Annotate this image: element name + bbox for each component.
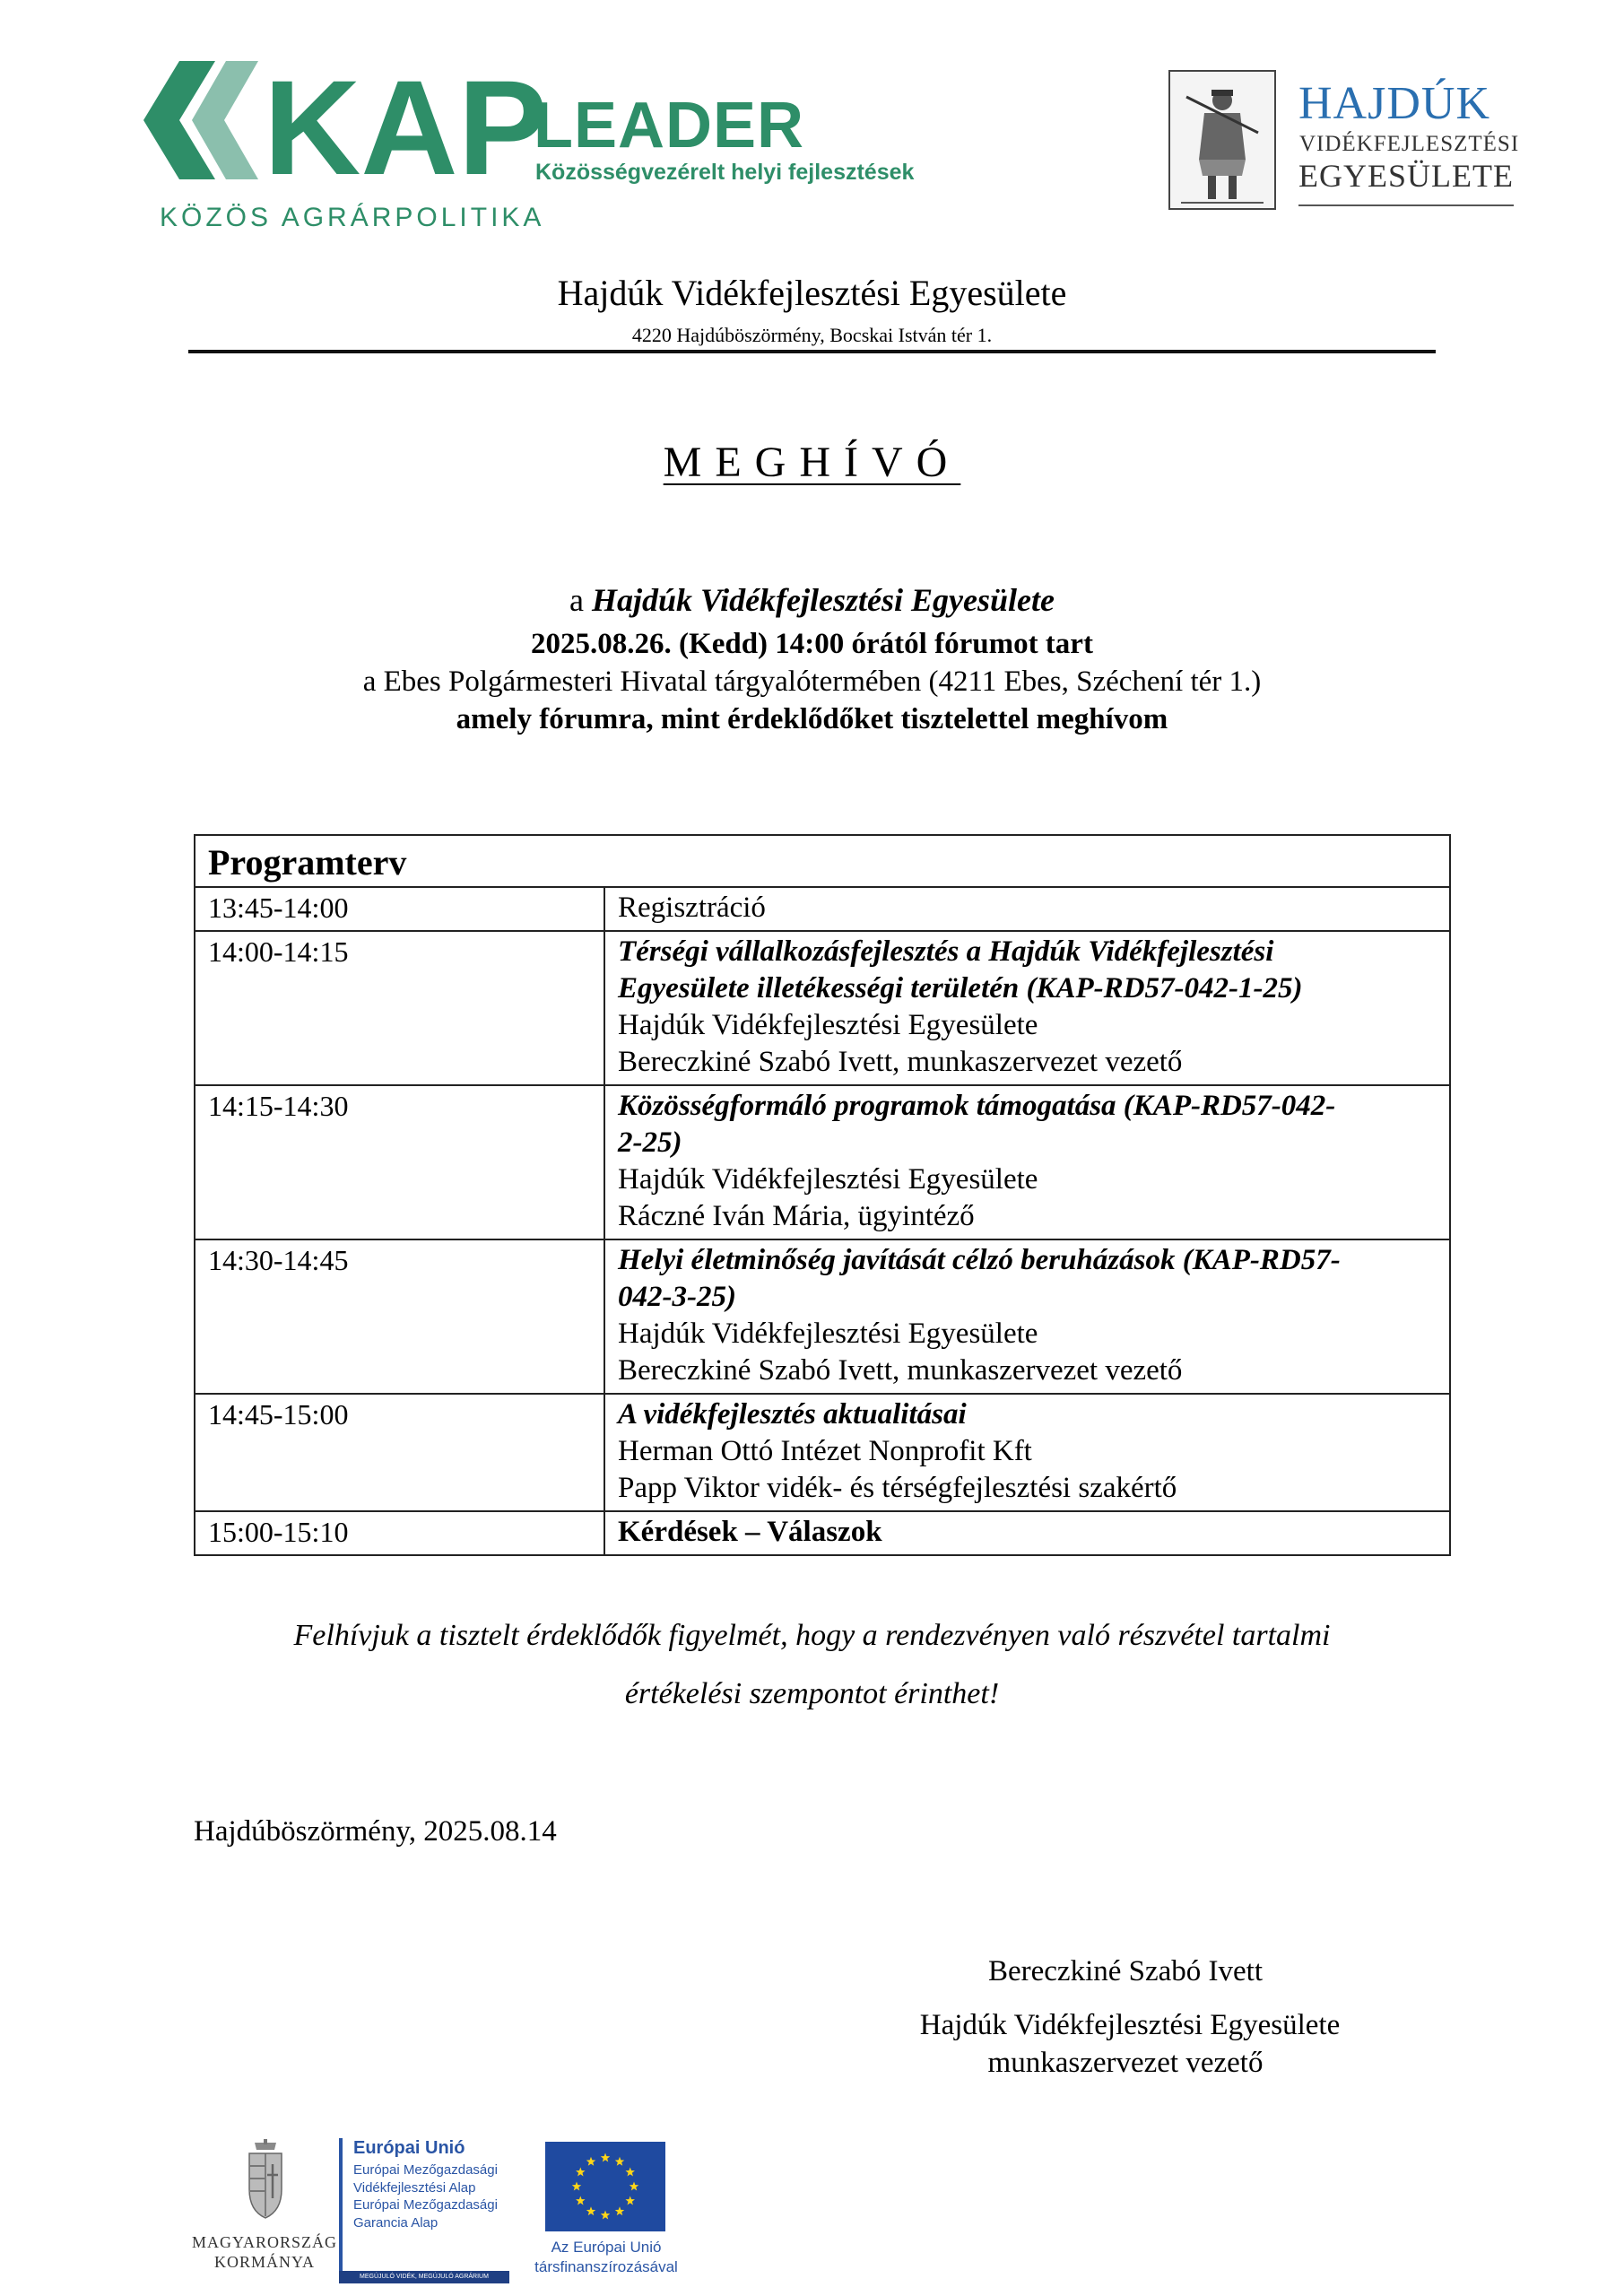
eu-fund-strip: MEGÚJULÓ VIDÉK, MEGÚJULÓ AGRÁRIUM (339, 2271, 509, 2283)
place-date: Hajdúböszörmény, 2025.08.14 (194, 1815, 557, 1848)
program-item-title: 2-25) (618, 1126, 682, 1159)
program-item (604, 1394, 1450, 1511)
eu-fund-line: Európai Mezőgazdasági (353, 2162, 498, 2178)
intro-prefix: a (569, 582, 593, 618)
kap-subtitle: KÖZÖS AGRÁRPOLITIKA (160, 203, 545, 232)
program-time: 14:15-14:30 (195, 1085, 604, 1239)
program-item-title: Térségi vállalkozásfejlesztés a Hajdúk Vidékfejlesztési (618, 935, 1274, 968)
hungary-label: MAGYARORSZÁG (191, 2233, 338, 2251)
program-item (604, 887, 1450, 931)
program-item-title: 042-3-25) (618, 1281, 736, 1313)
program-item-title: Közösségformáló programok támogatása (KAP-RD57-042- (618, 1090, 1336, 1122)
notice-line: értékelési szempontot érinthet! (624, 1677, 1000, 1710)
program-time: 14:45-15:00 (195, 1394, 604, 1511)
program-item-line: Hajdúk Vidékfejlesztési Egyesülete (618, 1009, 1038, 1041)
table-row (195, 887, 1450, 931)
table-row (195, 1085, 1450, 1239)
program-item (604, 1085, 1450, 1239)
program-item-line: Herman Ottó Intézet Nonprofit Kft (618, 1435, 1032, 1467)
program-time: 14:30-14:45 (195, 1239, 604, 1394)
program-time: 14:00-14:15 (195, 931, 604, 1085)
letterhead-org-name: Hajdúk Vidékfejlesztési Egyesülete (557, 273, 1067, 313)
notice-line: Felhívjuk a tisztelt érdeklődők figyelmét, hogy a rendezvényen való részvétel tartalmi (293, 1619, 1331, 1652)
kap-logo-text: KAP (264, 52, 548, 203)
program-item (604, 1511, 1450, 1555)
letterhead-divider (188, 350, 1436, 353)
letterhead-address: 4220 Hajdúböszörmény, Bocskai István tér 1. (631, 324, 993, 346)
intro-org-name: Hajdúk Vidékfejlesztési Egyesülete (592, 582, 1055, 618)
leader-title: LEADER (534, 90, 805, 161)
eu-fund-heading: Európai Unió (353, 2138, 465, 2158)
hajduk-figure-icon (1168, 70, 1276, 210)
signature-organization: Hajdúk Vidékfejlesztési Egyesülete (919, 2009, 1341, 2041)
hajduk-logo-line2: VIDÉKFEJLESZTÉSI (1299, 132, 1520, 156)
table-row (195, 1394, 1450, 1511)
hajduk-logo-line3: EGYESÜLETE (1298, 158, 1514, 194)
eu-fund-logo (339, 2138, 509, 2271)
table-row (195, 1239, 1450, 1394)
intro-date: 2025.08.26. (Kedd) 14:00 órától fórumot tart (531, 628, 1093, 660)
eu-flag-label: Az Európai Unió (551, 2239, 662, 2256)
hajduk-logo-line1: HAJDÚK (1298, 78, 1490, 129)
eu-fund-line: Vidékfejlesztési Alap (353, 2179, 476, 2196)
program-item-title: A vidékfejlesztés aktualitásai (618, 1398, 967, 1431)
table-row (195, 1511, 1450, 1555)
eu-flag-icon (545, 2142, 665, 2231)
program-time: 15:00-15:10 (195, 1511, 604, 1555)
program-item-line: Ráczné Iván Mária, ügyintéző (618, 1200, 975, 1232)
hajduk-logo-divider (1298, 204, 1514, 206)
program-item-line: Bereczkiné Szabó Ivett, munkaszervezet vezető (618, 1046, 1183, 1078)
eu-fund-line: Garancia Alap (353, 2214, 439, 2231)
program-item-line: Hajdúk Vidékfejlesztési Egyesülete (618, 1318, 1038, 1350)
intro-organizer (0, 583, 1624, 619)
program-item (604, 1239, 1450, 1394)
table-row (195, 931, 1450, 1085)
program-header-row (195, 835, 1450, 887)
leader-subtitle: Közösségvezérelt helyi fejlesztések (535, 160, 915, 185)
hungary-label: KORMÁNYA (213, 2253, 315, 2271)
program-item-line: Hajdúk Vidékfejlesztési Egyesülete (618, 1163, 1038, 1196)
program-item-line: Regisztráció (618, 891, 766, 924)
program-item (604, 931, 1450, 1085)
signature-name: Bereczkiné Szabó Ivett (987, 1955, 1264, 1987)
program-item-line: Papp Viktor vidék- és térségfejlesztési szakértő (618, 1472, 1177, 1504)
program-time: 13:45-14:00 (195, 887, 604, 931)
program-item-line: Bereczkiné Szabó Ivett, munkaszervezet vezető (618, 1354, 1183, 1387)
program-item-title: Egyesülete illetékességi területén (KAP-RD57-042-1-25) (618, 972, 1303, 1004)
program-item-title: Helyi életminőség javítását célzó beruházások (KAP-RD57- (618, 1244, 1341, 1276)
intro-venue: a Ebes Polgármesteri Hivatal tárgyalótermében (4211 Ebes, Széchení tér 1.) (362, 665, 1262, 698)
eu-flag-label: társfinanszírozásával (534, 2258, 678, 2275)
hungary-crest-icon (242, 2139, 289, 2220)
signature-role: munkaszervezet vezető (987, 2047, 1264, 2079)
program-item-title: Kérdések – Válaszok (618, 1516, 882, 1548)
page-title: MEGHÍVÓ (663, 439, 961, 486)
intro-invitation: amely fórumra, mint érdeklődőket tisztelettel meghívom (456, 703, 1168, 735)
eu-fund-line: Európai Mezőgazdasági (353, 2197, 498, 2213)
program-table (194, 834, 1451, 1556)
program-heading: Programterv (195, 835, 1450, 887)
